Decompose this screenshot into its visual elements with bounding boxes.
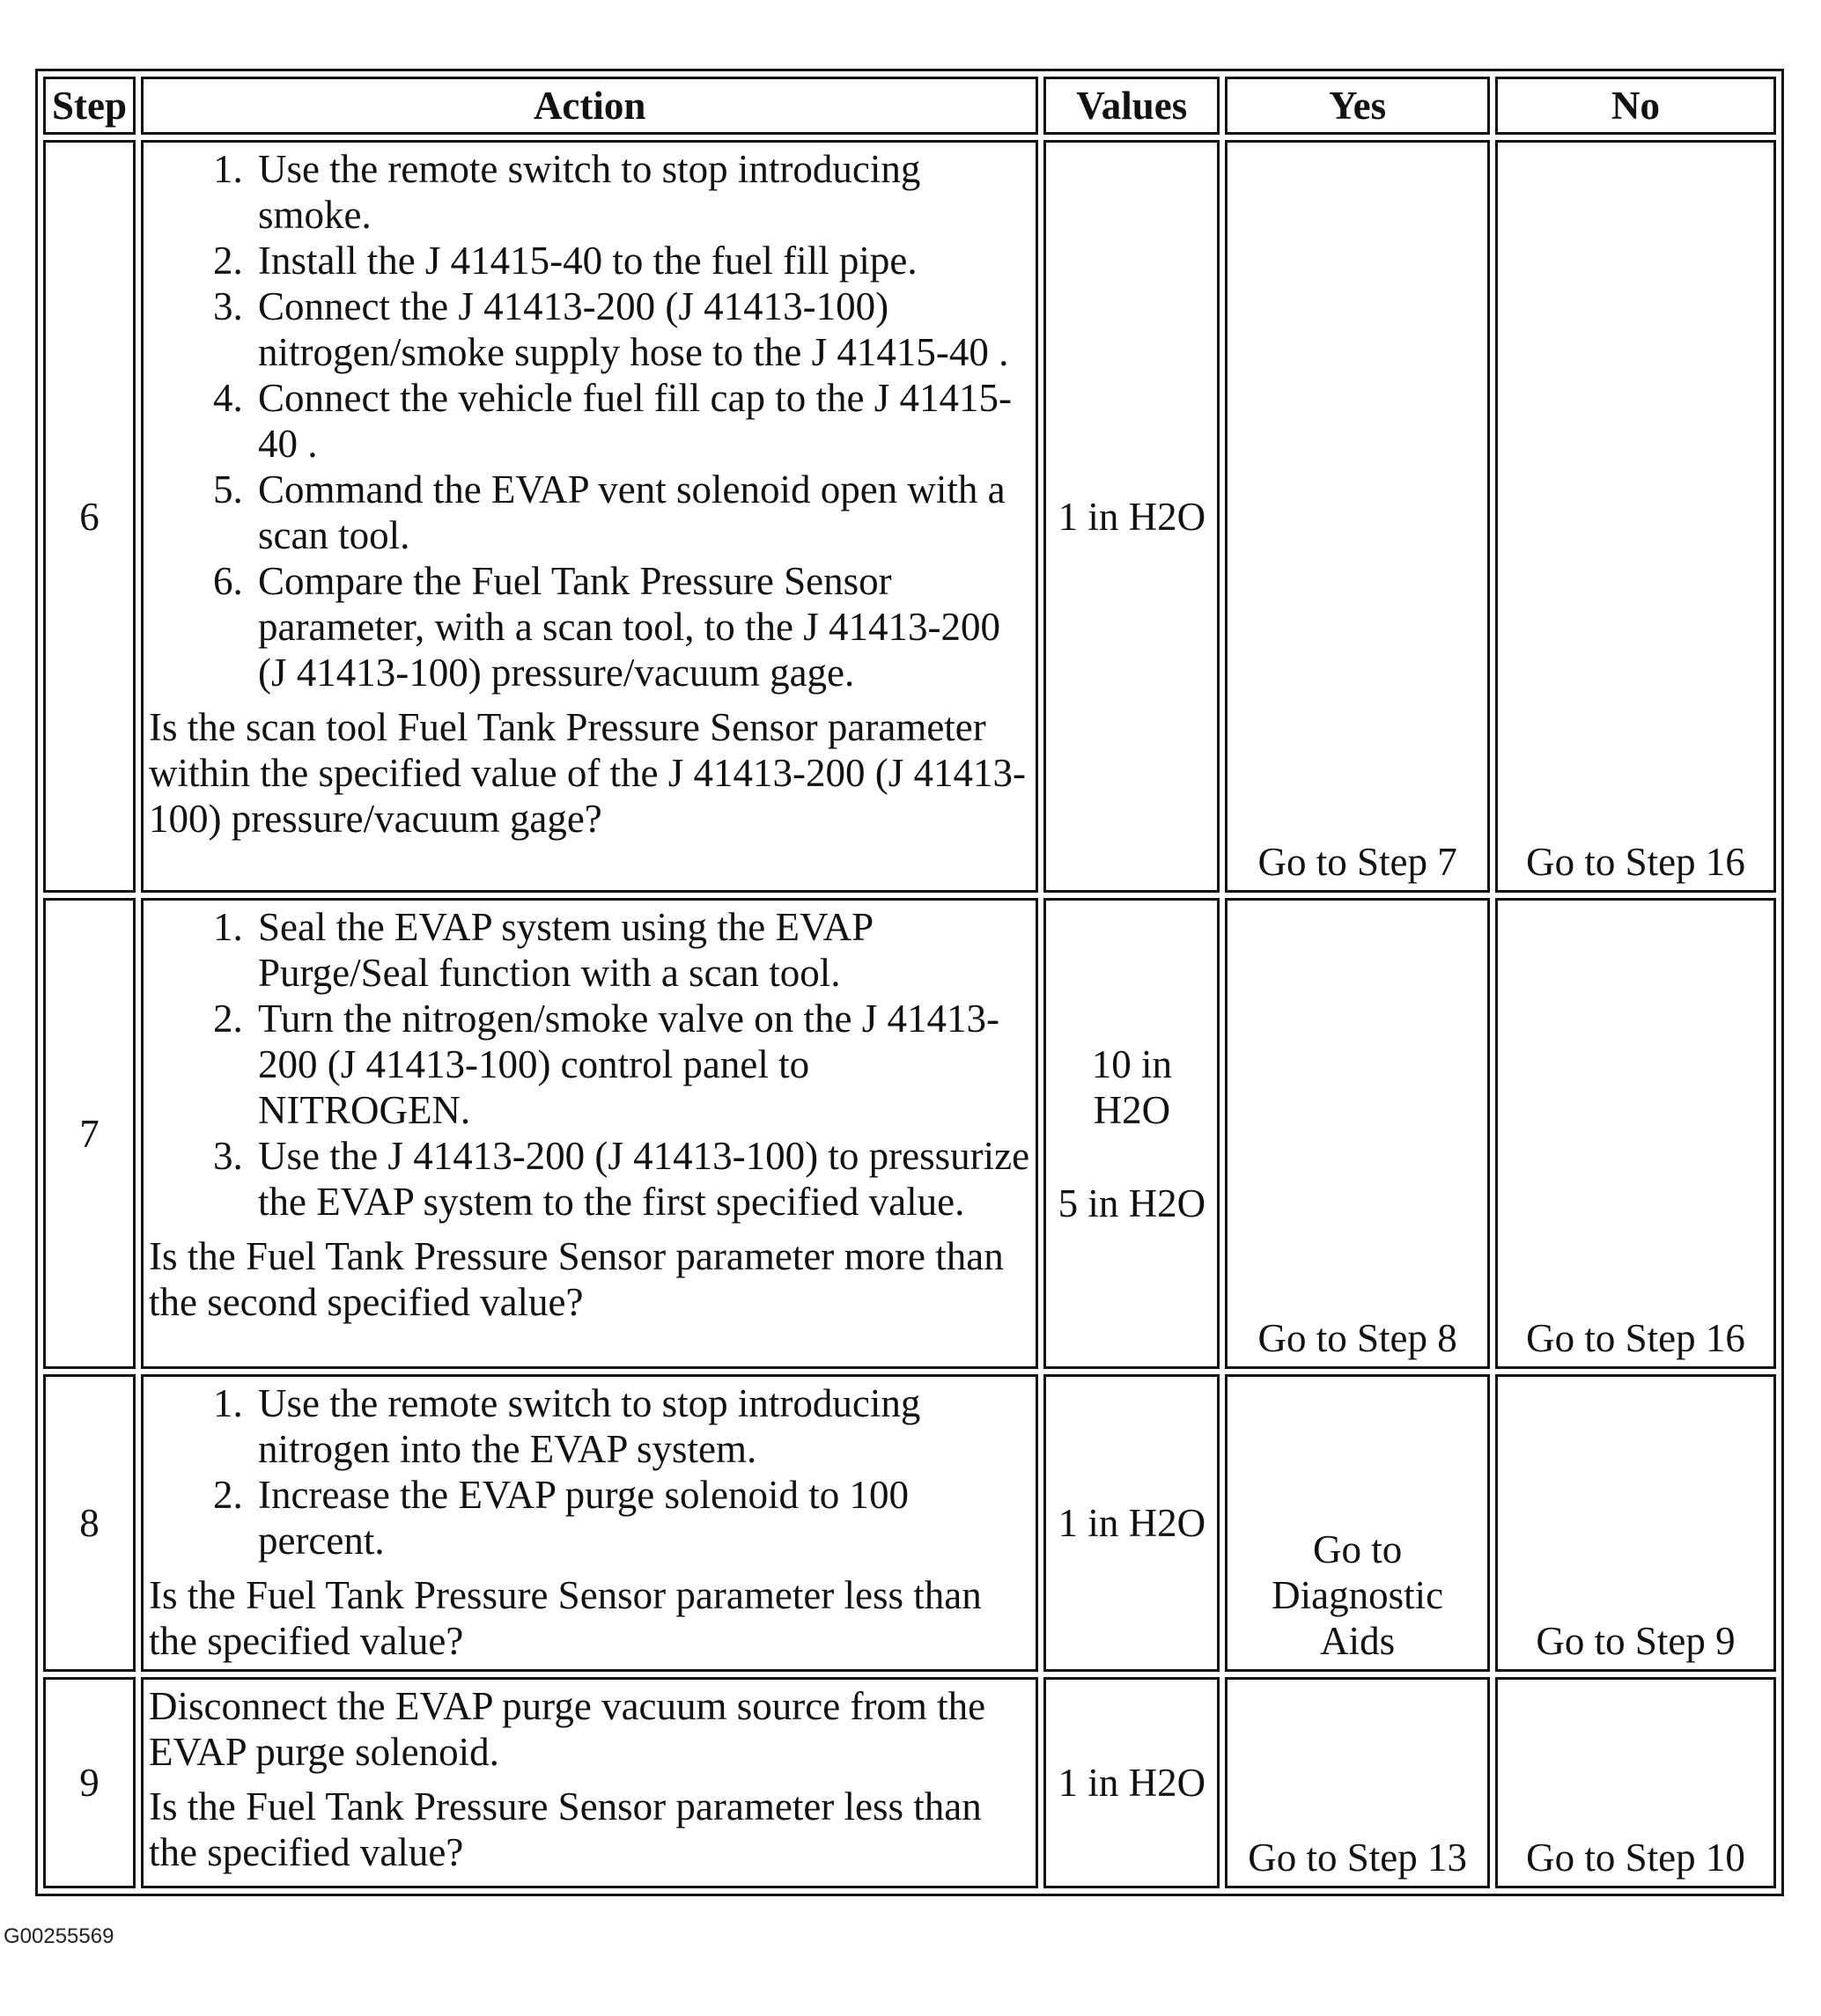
action-step: 2. Install the J 41415-40 to the fuel fill pipe. — [253, 238, 1030, 283]
specified-value-first: 10 in H2O — [1091, 1041, 1172, 1132]
header-row — [43, 77, 1776, 135]
figure-id: G00255569 — [4, 1924, 114, 1948]
action-step: 2. Increase the EVAP purge solenoid to 100 percent. — [253, 1472, 1030, 1564]
action-steps-list — [149, 1380, 1030, 1564]
action-steps-list — [149, 904, 1030, 1225]
header-values: Values — [1043, 77, 1220, 135]
step-number: 8 — [43, 1374, 136, 1672]
table-row-step-7 — [43, 898, 1776, 1369]
values-cell — [1043, 1374, 1220, 1672]
action-steps-list — [149, 146, 1030, 695]
diagnostic-table — [35, 69, 1784, 1896]
table-row-step-8 — [43, 1374, 1776, 1672]
action-cell — [141, 1677, 1038, 1888]
action-step: 1. Seal the EVAP system using the EVAP Purge/Seal function with a scan tool. — [253, 904, 1030, 996]
values-cell — [1043, 1677, 1220, 1888]
action-step: 1. Use the remote switch to stop introducing nitrogen into the EVAP system. — [253, 1380, 1030, 1472]
header-step: Step — [43, 77, 136, 135]
step-number: 9 — [43, 1677, 136, 1888]
specified-value-second: 5 in H2O — [1058, 1181, 1206, 1225]
yes-outcome: Go to Step 7 — [1225, 140, 1490, 893]
yes-outcome: Go to Step 13 — [1225, 1677, 1490, 1888]
action-question: Is the Fuel Tank Pressure Sensor parameter less than the specified value? — [148, 1784, 982, 1874]
step-number: 7 — [43, 898, 136, 1369]
action-question: Is the scan tool Fuel Tank Pressure Sensor parameter within the specified value of the J 41413-200 (J 41413-100) pressure/vacuum gage? — [148, 705, 1027, 841]
no-outcome: Go to Step 16 — [1495, 140, 1776, 893]
action-cell — [141, 140, 1038, 893]
step-number: 6 — [43, 140, 136, 893]
specified-value: 1 in H2O — [1058, 494, 1206, 539]
header-no: No — [1495, 77, 1776, 135]
values-cell — [1043, 140, 1220, 893]
no-outcome: Go to Step 10 — [1495, 1677, 1776, 1888]
no-outcome: Go to Step 9 — [1495, 1374, 1776, 1672]
action-step: 4. Connect the vehicle fuel fill cap to the J 41415-40 . — [253, 375, 1030, 467]
action-step: 1. Use the remote switch to stop introducing smoke. — [253, 146, 1030, 238]
action-instruction: Disconnect the EVAP purge vacuum source from the EVAP purge solenoid. — [148, 1684, 986, 1774]
action-step: 2. Turn the nitrogen/smoke valve on the J 41413-200 (J 41413-100) control panel to NITROGEN. — [253, 996, 1030, 1133]
action-step: 3. Use the J 41413-200 (J 41413-100) to pressurize the EVAP system to the first specified value. — [253, 1133, 1030, 1225]
header-yes: Yes — [1225, 77, 1490, 135]
yes-outcome: Go to Diagnostic Aids — [1225, 1374, 1490, 1672]
specified-value: 1 in H2O — [1058, 1501, 1206, 1545]
header-action: Action — [141, 77, 1038, 135]
values-cell — [1043, 898, 1220, 1369]
action-step: 5. Command the EVAP vent solenoid open with a scan tool. — [253, 467, 1030, 558]
action-cell — [141, 898, 1038, 1369]
action-cell — [141, 1374, 1038, 1672]
table-row-step-9 — [43, 1677, 1776, 1888]
action-question: Is the Fuel Tank Pressure Sensor parameter less than the specified value? — [148, 1573, 982, 1663]
no-outcome: Go to Step 16 — [1495, 898, 1776, 1369]
yes-outcome: Go to Step 8 — [1225, 898, 1490, 1369]
action-step: 3. Connect the J 41413-200 (J 41413-100) nitrogen/smoke supply hose to the J 41415-40 . — [253, 283, 1030, 375]
action-step: 6. Compare the Fuel Tank Pressure Sensor parameter, with a scan tool, to the J 41413-200 (J 41413-100) pressure/vacuum gage. — [253, 558, 1030, 695]
action-question: Is the Fuel Tank Pressure Sensor parameter more than the second specified value? — [148, 1234, 1004, 1324]
specified-value: 1 in H2O — [1058, 1761, 1206, 1805]
table-row-step-6 — [43, 140, 1776, 893]
